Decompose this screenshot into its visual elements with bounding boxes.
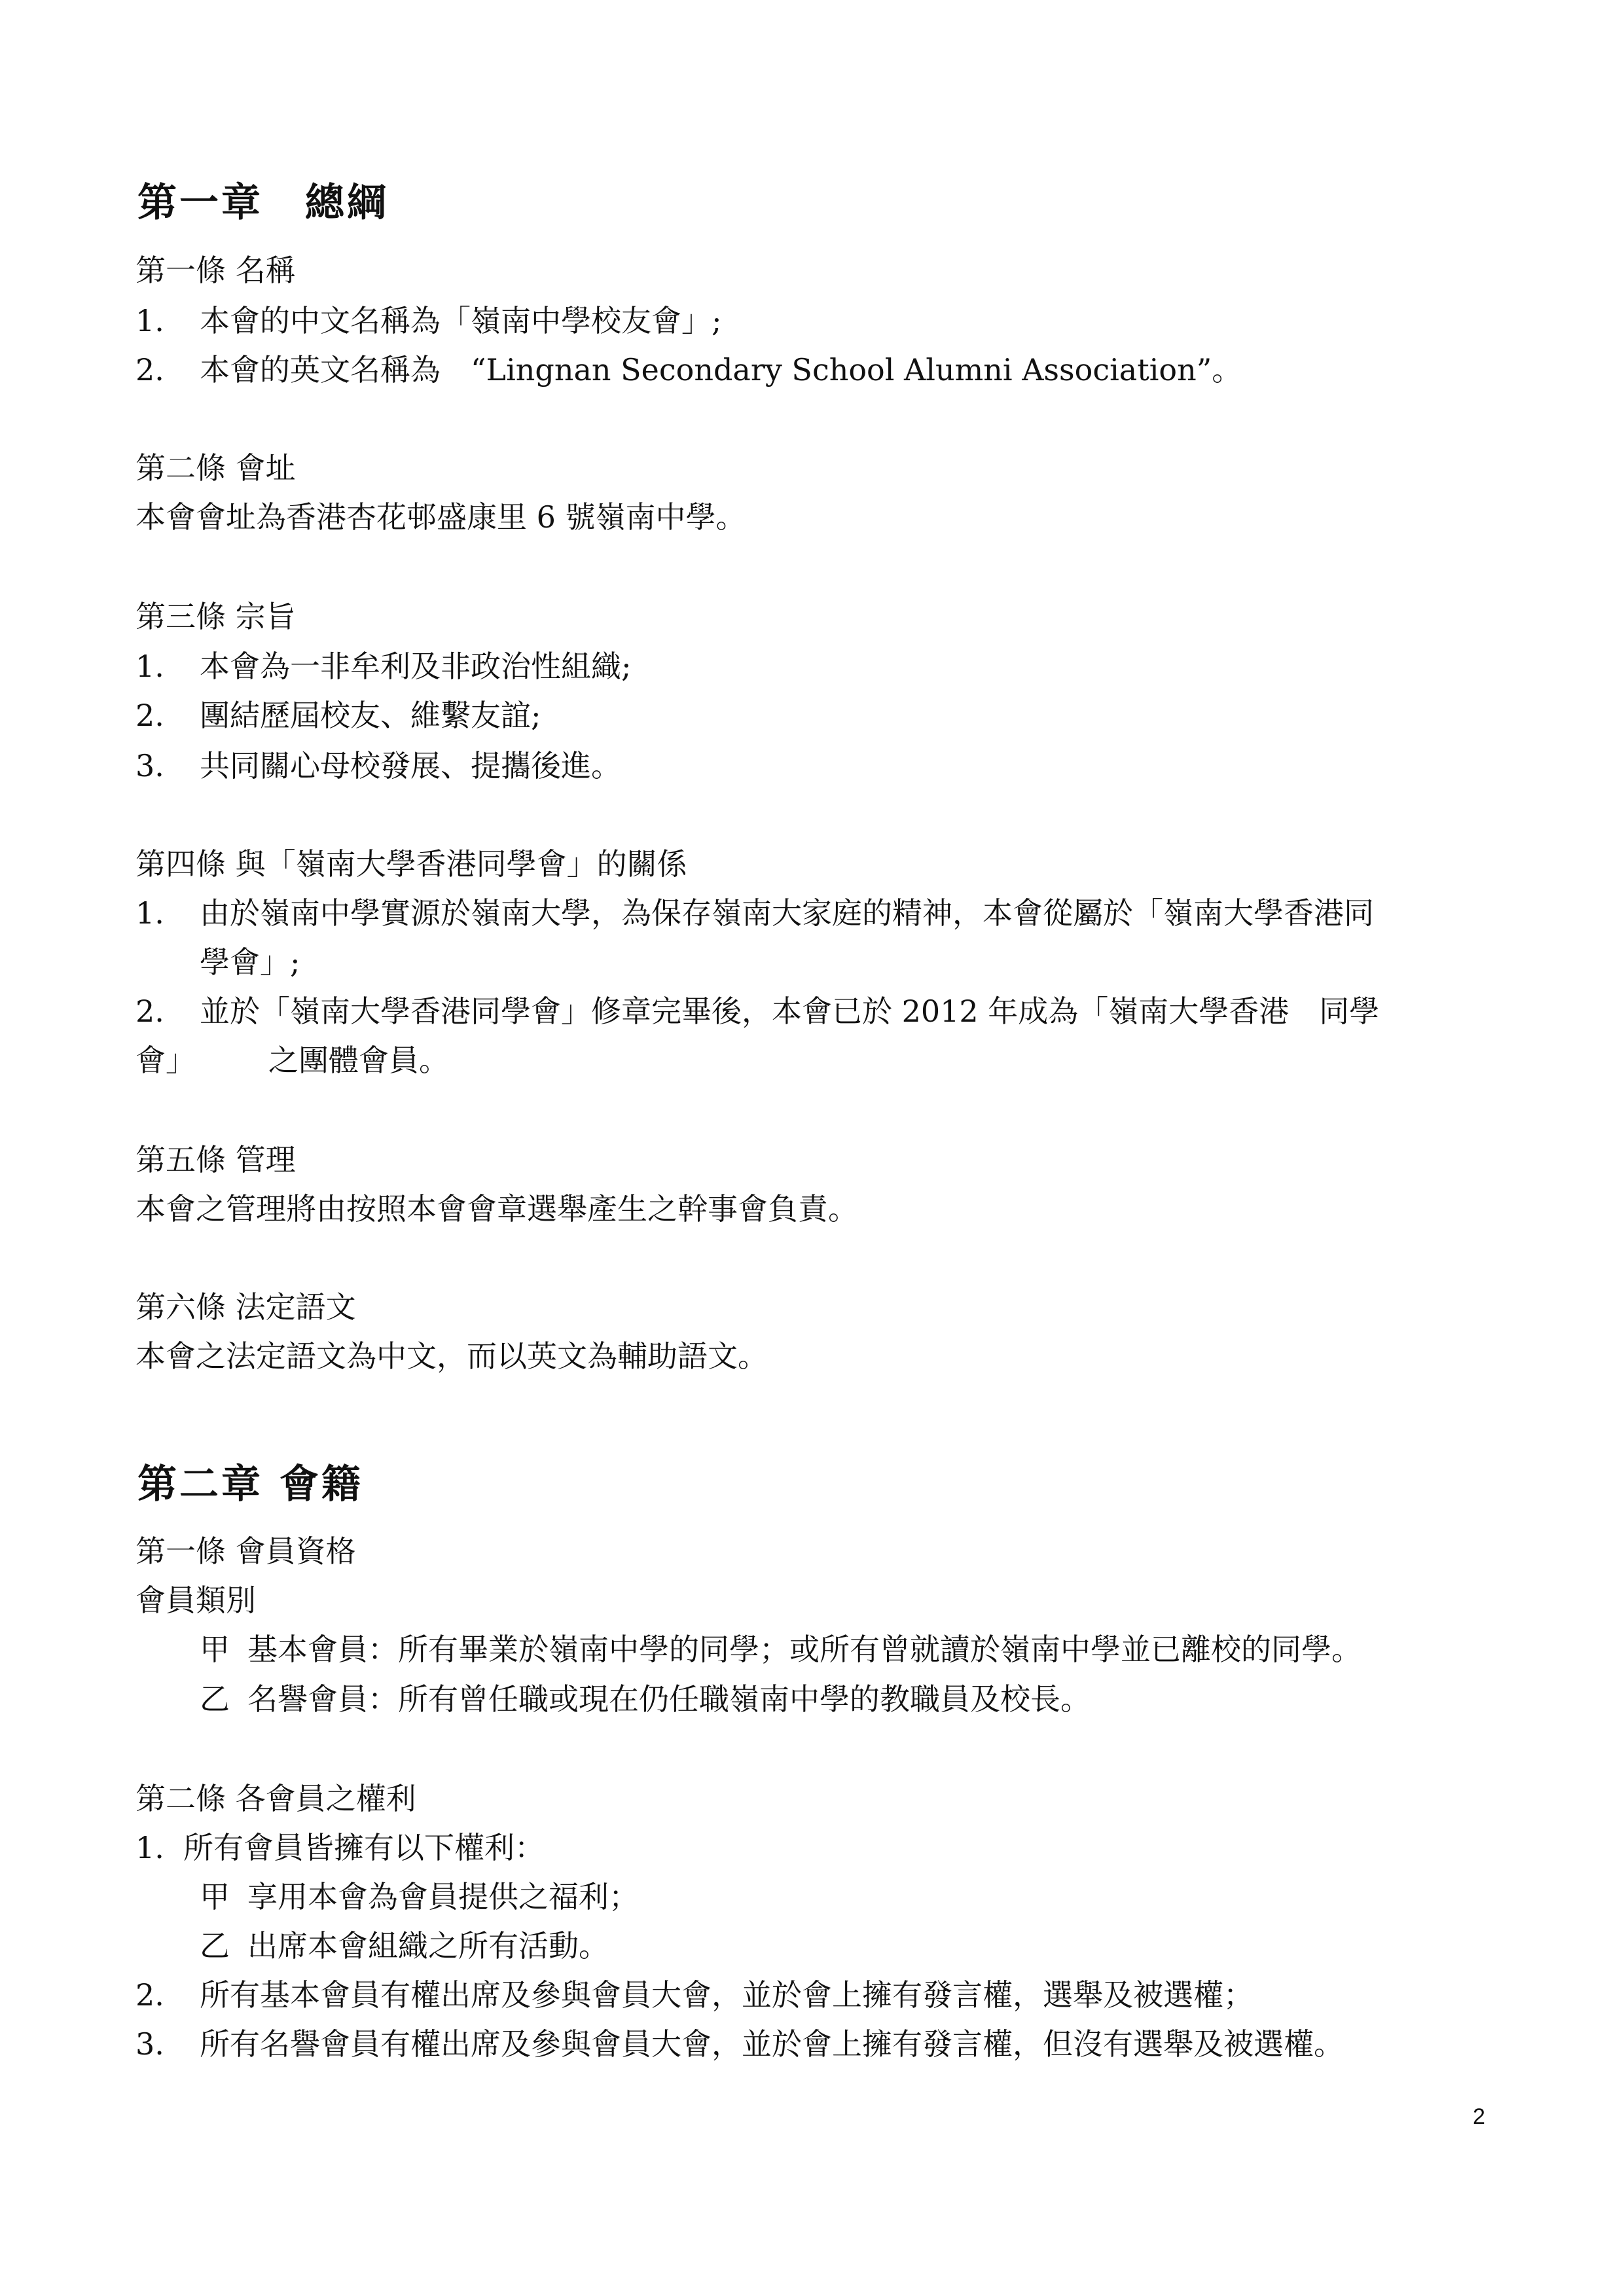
list-number: 2.: [135, 994, 164, 1029]
list-item-continuation: 會」: [135, 1043, 196, 1078]
list-number: 1.: [135, 649, 164, 684]
article-2-heading: 第二條 各會員之權利: [135, 1781, 416, 1816]
chapter-2-title: 第二章 會籍: [137, 1462, 363, 1507]
list-item-continuation: 之團體會員。: [268, 1043, 449, 1078]
article-3-heading: 第三條 宗旨: [135, 599, 296, 634]
list-number: 2.: [135, 1977, 164, 2013]
article-2-text: 本會會址為香港杏花邨盛康里 6 號嶺南中學。: [135, 499, 746, 535]
list-number: 3.: [135, 2026, 164, 2062]
membership-types-heading: 會員類別: [135, 1583, 256, 1618]
list-number: 2.: [135, 698, 164, 733]
list-number: 3.: [135, 748, 164, 783]
list-item: 由於嶺南中學實源於嶺南大學，為保存嶺南大家庭的精神，本會從屬於「嶺南大學香港同: [200, 895, 1374, 931]
list-item-continuation: 學會」;: [200, 944, 300, 980]
article-6-heading: 第六條 法定語文: [135, 1289, 356, 1325]
list-label: 甲: [200, 1632, 230, 1667]
list-item: 本會的中文名稱為「嶺南中學校友會」;: [200, 303, 722, 338]
list-number: 2.: [135, 352, 164, 387]
list-item: 本會為一非牟利及非政治性組織;: [200, 649, 632, 684]
chapter-1-title: 第一章 總綱: [137, 180, 389, 226]
list-number: 1.: [135, 895, 164, 931]
list-item: 所有會員皆擁有以下權利：: [183, 1830, 545, 1865]
list-item: 並於「嶺南大學香港同學會」修章完畢後，本會已於 2012 年成為「嶺南大學香港 同學: [200, 994, 1380, 1029]
list-item: 名譽會員：所有曾任職或現在仍任職嶺南中學的教職員及校長。: [247, 1681, 1091, 1717]
list-number: 1.: [135, 303, 164, 338]
article-6-text: 本會之法定語文為中文，而以英文為輔助語文。: [135, 1338, 768, 1374]
article-5-text: 本會之管理將由按照本會會章選舉產生之幹事會負責。: [135, 1191, 858, 1227]
list-item: 基本會員：所有畢業於嶺南中學的同學；或所有曾就讀於嶺南中學並已離校的同學。: [247, 1632, 1362, 1667]
list-item: 共同關心母校發展、提攜後進。: [200, 748, 621, 783]
list-label: 乙: [200, 1681, 230, 1717]
list-label: 甲: [200, 1879, 230, 1914]
article-1-heading: 第一條 會員資格: [135, 1534, 356, 1569]
list-item: 享用本會為會員提供之福利；: [247, 1879, 639, 1914]
page-number: 2: [1473, 2104, 1485, 2129]
article-4-heading: 第四條 與「嶺南大學香港同學會」的關係: [135, 846, 687, 882]
article-1-heading: 第一條 名稱: [135, 253, 296, 288]
list-item: 出席本會組織之所有活動。: [247, 1928, 609, 1964]
article-2-heading: 第二條 會址: [135, 450, 296, 486]
list-item: 團結歷屆校友、維繫友誼;: [200, 698, 541, 733]
list-item: 所有名譽會員有權出席及參與會員大會，並於會上擁有發言權，但沒有選舉及被選權。: [200, 2026, 1344, 2062]
list-item: 所有基本會員有權出席及參與會員大會，並於會上擁有發言權，選舉及被選權；: [200, 1977, 1254, 2013]
list-label: 乙: [200, 1928, 230, 1964]
article-5-heading: 第五條 管理: [135, 1142, 296, 1177]
list-item: 本會的英文名稱為 “Lingnan Secondary School Alumni Association”。: [200, 352, 1242, 387]
list-number: 1.: [135, 1830, 164, 1865]
